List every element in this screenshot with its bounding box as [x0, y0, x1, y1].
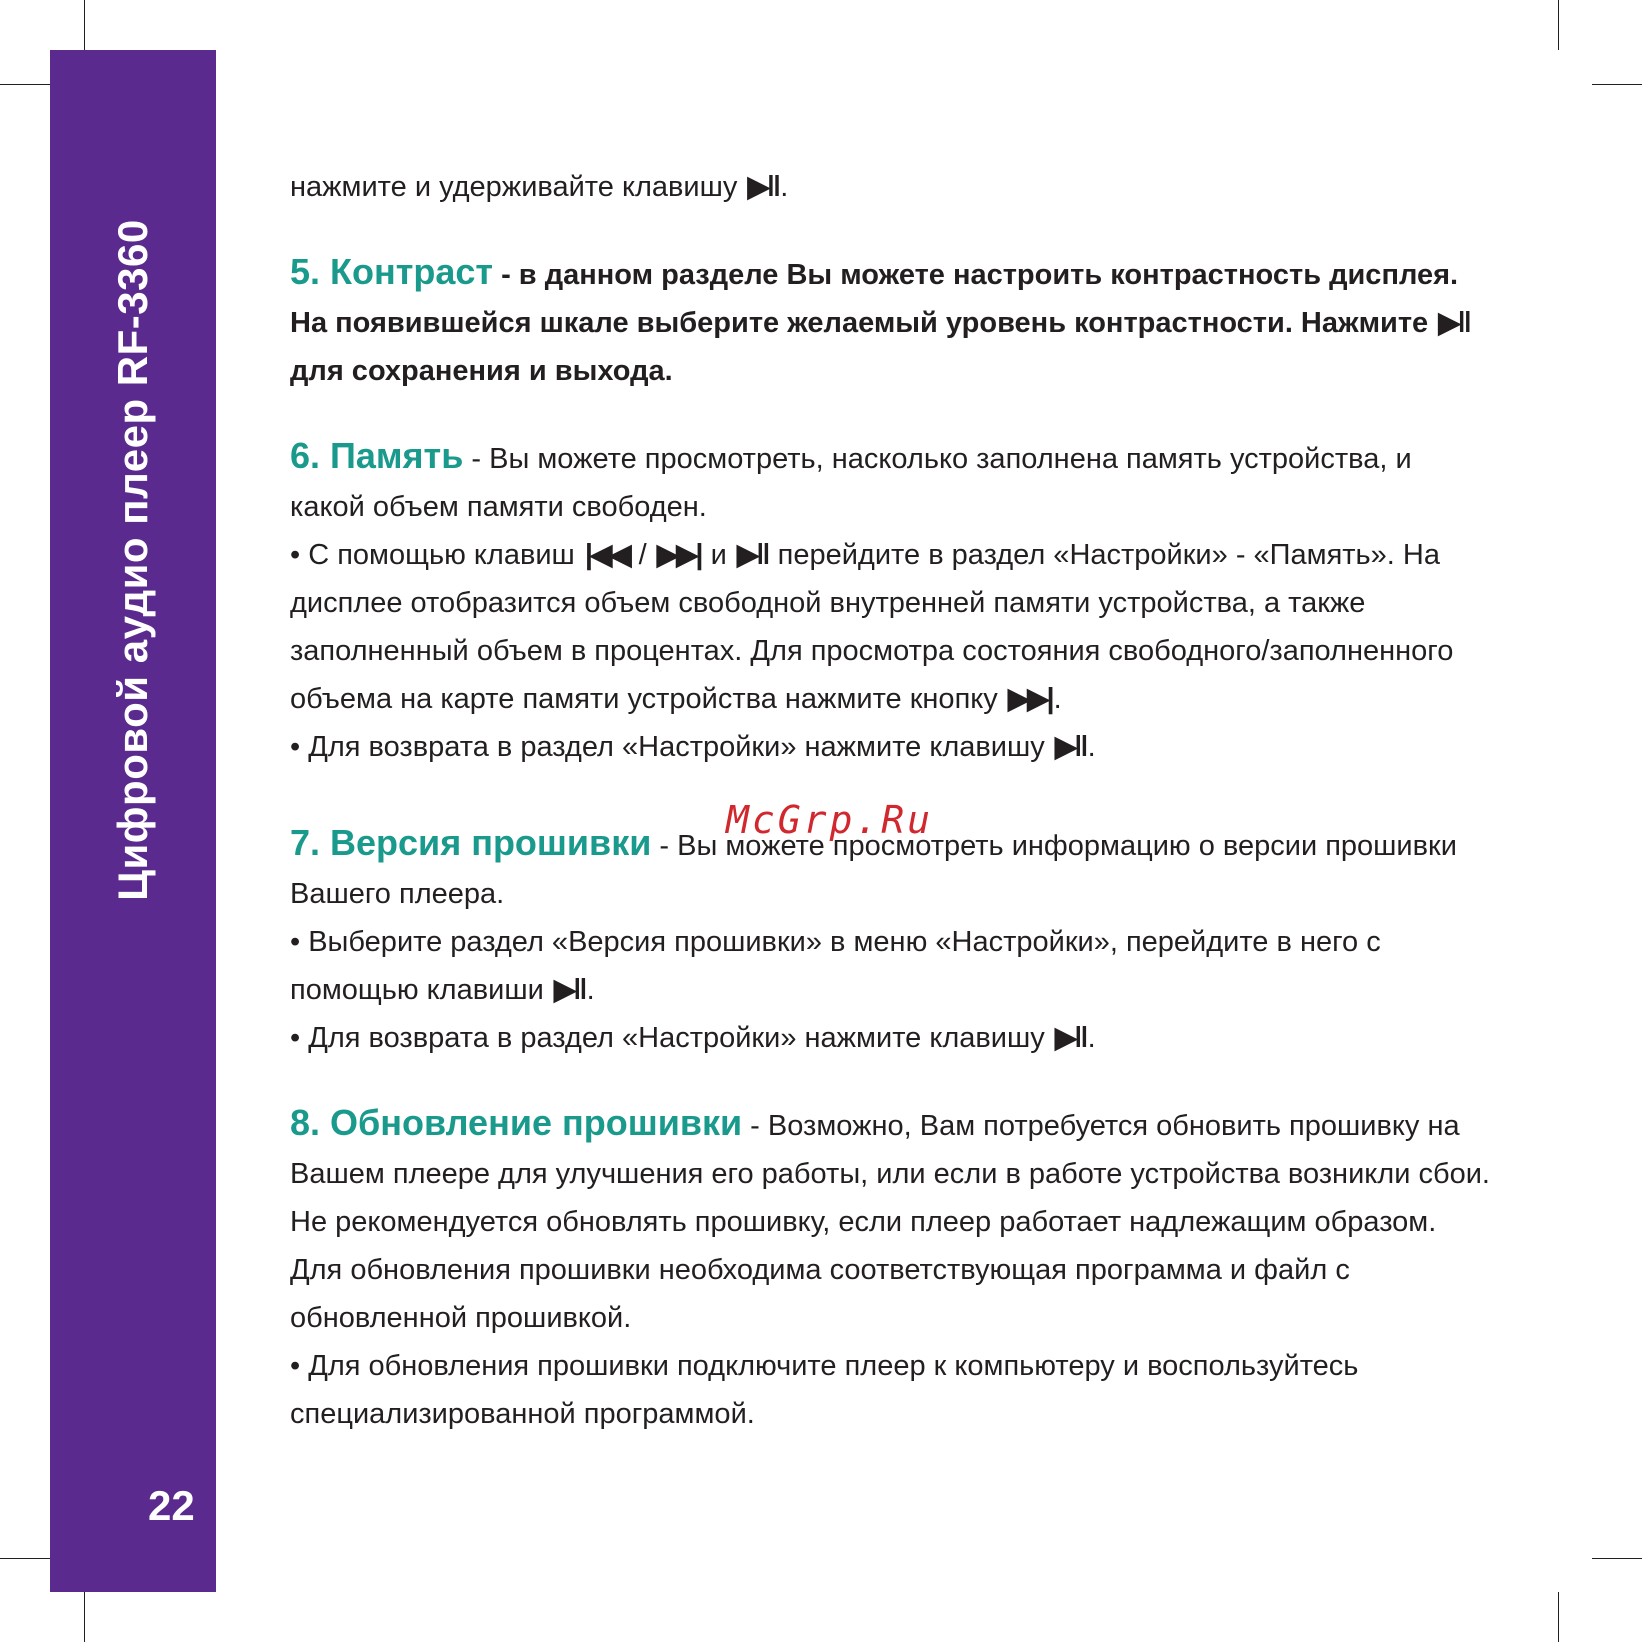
crop-mark	[0, 84, 50, 85]
bullet-item: • Выберите раздел «Версия прошивки» в меню «Настройки», перейдите в него с помощью клавиши ▶‖.	[290, 926, 1381, 1006]
bullet-item: • Для обновления прошивки подключите плеер к компьютеру и воспользуйтесь специализированной программой.	[290, 1350, 1359, 1430]
crop-mark	[1558, 0, 1559, 50]
play-pause-icon: ▶‖	[1438, 307, 1469, 339]
section-heading: 6. Память	[290, 435, 464, 476]
bullet-item: • Для возврата в раздел «Настройки» нажмите клавишу ▶‖.	[290, 731, 1096, 763]
section-memory: 6. Память - Вы можете просмотреть, насколько заполнена память устройства, и какой объем памяти свободен.	[290, 435, 1412, 523]
section-heading: 8. Обновление прошивки	[290, 1102, 743, 1143]
previous-track-icon: |◀◀	[584, 539, 629, 571]
section-firmware-version: 7. Версия прошивки - Вы можете просмотреть информацию о версии прошивки Вашего плеера.	[290, 822, 1457, 910]
play-pause-icon: ▶‖	[747, 171, 779, 203]
crop-mark	[1558, 1592, 1559, 1642]
bullet-item: • Для возврата в раздел «Настройки» нажмите клавишу ▶‖.	[290, 1022, 1096, 1054]
section-contrast: 5. Контраст - в данном разделе Вы можете настроить контрастность дисплея. На появившейся шкале выберите желаемый уровень контрастности. Нажмите ▶‖ для сохранения и выхода.	[290, 251, 1469, 387]
section-heading: 7. Версия прошивки	[290, 822, 652, 863]
play-pause-icon: ▶‖	[736, 539, 768, 571]
section-firmware-update: 8. Обновление прошивки - Возможно, Вам потребуется обновить прошивку на Вашем плеере для улучшения его работы, или если в работе устройства возникли сбои. Не рекомендуется обновлять прошивку, если плеер работает надлежащим образом. Для обновления прошивки необходима соответствующая программа и файл с обновленной прошивкой.	[290, 1102, 1490, 1334]
sidebar-title: Цифровой аудио плеер RF-3360	[109, 219, 156, 901]
intro-paragraph: нажмите и удерживайте клавишу ▶‖.	[290, 171, 789, 203]
page-number: 22	[148, 1482, 195, 1529]
next-track-icon: ▶▶|	[656, 539, 701, 571]
crop-mark	[1592, 1558, 1642, 1559]
crop-mark	[84, 0, 85, 50]
crop-mark	[84, 1592, 85, 1642]
bullet-item: • С помощью клавиш |◀◀ / ▶▶| и ▶‖ перейдите в раздел «Настройки» - «Память». На дисплее отобразится объем свободной внутренней памяти устройства, а также заполненный объем в процентах. Для просмотра состояния свободного/заполненного объема на карте памяти устройства нажмите кнопку ▶▶|.	[290, 539, 1454, 715]
play-pause-icon: ▶‖	[1054, 1022, 1086, 1054]
play-pause-icon: ▶‖	[553, 974, 585, 1006]
crop-mark	[1592, 84, 1642, 85]
next-track-icon: ▶▶|	[1007, 683, 1052, 715]
crop-mark	[0, 1558, 50, 1559]
section-heading: 5. Контраст	[290, 251, 494, 292]
watermark: McGrp.Ru	[726, 798, 934, 842]
play-pause-icon: ▶‖	[1054, 731, 1086, 763]
